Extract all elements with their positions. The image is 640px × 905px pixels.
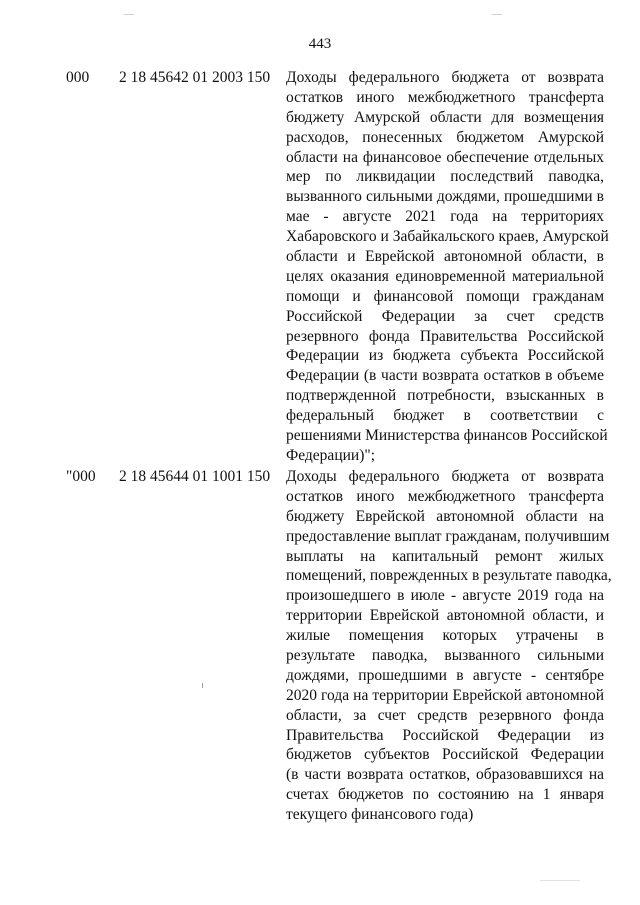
description-line: вызванного сильными дождями, прошедшими в [286, 188, 604, 206]
description-line: Федерации)"; [286, 446, 375, 464]
description-line: области и Еврейской автономной области, в [286, 248, 604, 266]
scan-mark-middle [202, 683, 203, 688]
admin-code: "000 [66, 468, 96, 485]
income-description [286, 467, 612, 825]
description-line: 2020 года на территории Еврейской автономной [286, 686, 604, 704]
page-number: 443 [308, 36, 332, 52]
description-line: решениями Министерства финансов Российской [286, 427, 608, 445]
description-line: жилые помещения которых утрачены в [286, 627, 604, 645]
description-line: целях оказания единовременной материальной [286, 267, 604, 285]
description-line: Российской Федерации за счет средств [286, 307, 604, 325]
budget-classification-code: 2 18 45642 01 2003 150 [119, 69, 271, 86]
income-description [286, 68, 609, 466]
description-line: результате паводка, вызванного сильными [286, 647, 604, 665]
description-line: остатков иного межбюджетного трансферта [286, 88, 604, 106]
description-line: расходов, понесенных бюджетом Амурской [286, 128, 604, 146]
description-line: федеральный бюджет в соответствии с [286, 407, 604, 425]
description-line: Доходы федерального бюджета от возврата [286, 69, 604, 86]
description-line: помещений, поврежденных в результате паводка, [286, 567, 612, 585]
description-line: бюджетов субъектов Российской Федерации [286, 746, 604, 764]
scan-mark-top-right [492, 14, 502, 15]
description-line: Хабаровского и Забайкальского краев, Амурской [286, 228, 609, 246]
description-line: текущего финансового года) [286, 806, 474, 824]
scan-mark-bottom [540, 880, 580, 881]
description-line: Федерации (в части возврата остатков в объеме [286, 367, 604, 385]
description-line: бюджету Еврейской автономной области на [286, 507, 604, 525]
description-line: мер по ликвидации последствий паводка, [286, 168, 604, 186]
description-line: Доходы федерального бюджета от возврата [286, 468, 604, 485]
description-line: Правительства Российской Федерации из [286, 726, 604, 744]
description-line: Федерации из бюджета субъекта Российской [286, 347, 604, 365]
description-line: подтвержденной потребности, взысканных в [286, 387, 604, 405]
description-line: дождями, прошедшими в августе - сентябре [286, 666, 604, 684]
description-line: области на финансовое обеспечение отдельных [286, 148, 604, 166]
budget-classification-code: 2 18 45644 01 1001 150 [119, 468, 271, 485]
description-line: счетах бюджетов по состоянию на 1 января [286, 786, 604, 804]
description-line: предоставление выплат гражданам, получившим [286, 527, 610, 545]
description-line: области, за счет средств резервного фонда [286, 706, 604, 724]
scan-mark-top-left [124, 14, 134, 15]
description-line: мае - августе 2021 года на территориях [286, 208, 604, 226]
description-line: остатков иного межбюджетного трансферта [286, 487, 604, 505]
admin-code: 000 [66, 69, 90, 86]
description-line: бюджету Амурской области для возмещения [286, 108, 604, 126]
description-line: помощи и финансовой помощи гражданам [286, 287, 604, 305]
description-line: резервного фонда Правительства Российской [286, 327, 604, 345]
description-line: территории Еврейской автономной области, и [286, 607, 604, 625]
description-line: выплаты на капитальный ремонт жилых [286, 547, 604, 565]
description-line: произошедшего в июле - августе 2019 года на [286, 587, 604, 605]
description-line: (в части возврата остатков, образовавшихся на [286, 766, 604, 784]
